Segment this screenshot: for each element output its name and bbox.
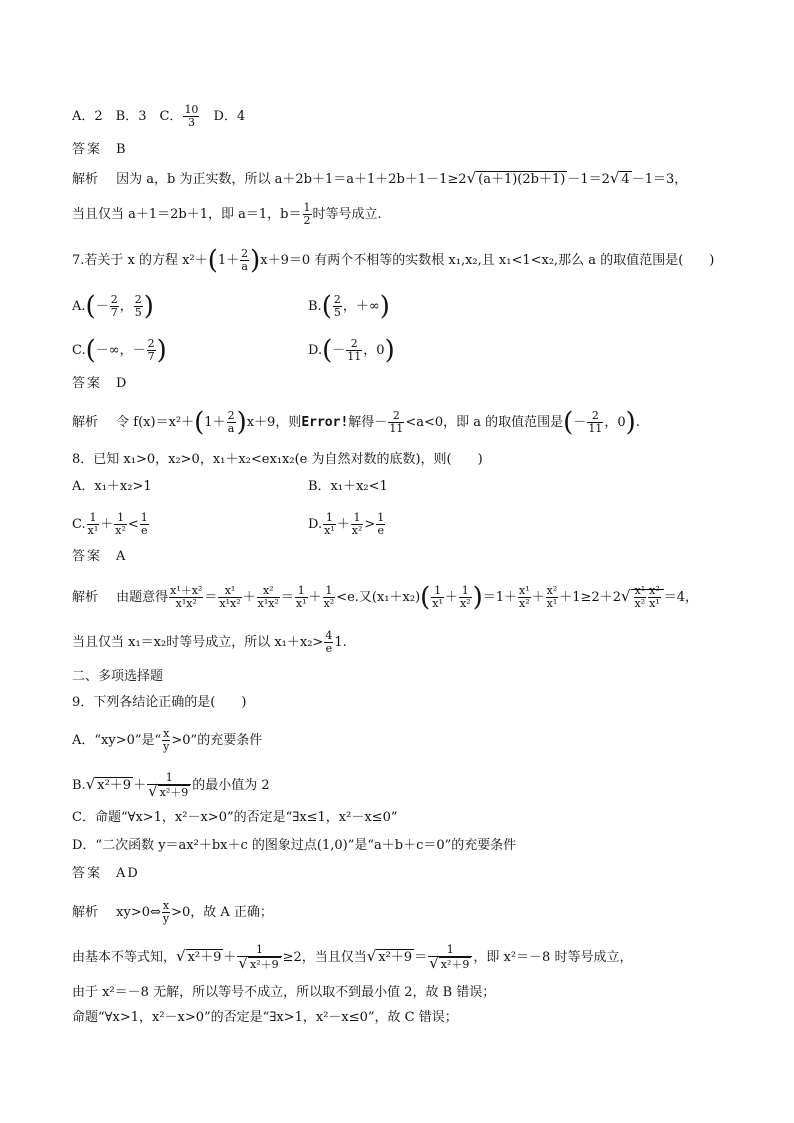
question-7: 7.若关于 x 的方程 x²＋(1＋ $\frac{2}{a}$ )x＋9＝0 有两个不相等的实数根 x₁,x₂,且 x₁<1<x₂,那么 a 的取值范围是( )	[72, 245, 715, 276]
answer-8: 答案 A	[72, 549, 128, 564]
solution-7: 解析 令 f(x)＝x²＋(1＋ $\frac{2}{a}$ )x＋9，则Error!解得－ $\frac{2}{11}$ <a<0，即 a 的取值范围是(－ $\frac{2}{11}$ ，0).	[72, 407, 640, 438]
solution-9-line1: 解析 xy>0⇔ $\frac{x}{y}$ >0，故 A 正确；	[72, 899, 273, 925]
q9-option-b: B.√ x²＋9 ＋ $\frac{1}{\text{√ x²＋9}}$ 的最小值为 2	[72, 771, 270, 800]
q8-option-c: C. $\frac{1}{\text{x¹}}$ ＋ $\frac{1}{\text{x²}}$ < $\frac{1}{e}$	[72, 511, 148, 537]
q9-option-d: D．“二次函数 y＝ax²＋bx＋c 的图象过点(1,0)”是“a＋b＋c＝0”的充要条件	[72, 838, 517, 853]
q7-option-a: A.(－ $\frac{2}{7}$ ， $\frac{2}{5}$ )	[72, 291, 154, 322]
answer-9: 答案 AD	[72, 866, 140, 881]
solution-8-line1: 解析 由题意得 $\frac{\text{x¹＋x²}}{\text{x¹x²}}$ ＝ $\frac{\text{x¹}}{\text{x¹x²}}$ ＋ $\frac{\text{x²}}{\text{x¹x²}}$ ＝ $\frac{1}{\text{x¹}}$ ＋ $\frac{1}{\text{x²}}$ <e.又(x₁＋x₂)( $\frac{1}{\text{x¹}}$ ＋ $\frac{1}{\text{x²}}$ )＝1＋ $\frac{\text{x¹}}{\text{x²}}$ ＋ $\frac{\text{x²}}{\text{x¹}}$ ＋1≥2＋2√ $\frac{\text{x¹}}{\text{x²}}$ $\frac{\text{x²}}{\text{x¹}}$ ＝4，	[72, 582, 699, 613]
answer-6: 答案 B	[72, 142, 128, 157]
solution-6-line1: 解析 因为 a，b 为正实数，所以 a＋2b＋1＝a＋1＋2b＋1－1≥2√ (a＋1)(2b＋1) －1＝2√ 4 －1＝3，	[72, 169, 688, 187]
solution-9-line2: 由基本不等式知，√ x²＋9 ＋ $\frac{1}{\text{√ x²＋9}}$ ≥2，当且仅当√ x²＋9 ＝ $\frac{1}{\text{√ x²＋9}}$ ，即 x²＝－8 时等号成立，	[72, 943, 633, 972]
q8-option-a: A．x₁＋x₂>1	[72, 479, 152, 494]
solution-9-line4: 命题“∀x>1，x²－x>0”的否定是“∃x>1，x²－x≤0”，故 C 错误；	[72, 1010, 458, 1025]
q8-option-b: B．x₁＋x₂<1	[308, 479, 388, 494]
question-9: 9．下列各结论正确的是( )	[72, 695, 247, 710]
q7-option-c: C.(－∞，－ $\frac{2}{7}$ )	[72, 335, 167, 366]
q7-option-b: B.( $\frac{2}{5}$ ，＋∞)	[308, 291, 390, 322]
q6-options: A．2 B．3 C． $\frac{10}{3}$ D．4	[72, 103, 246, 129]
q9-option-a: A．“xy>0”是“ $\frac{x}{y}$ >0”的充要条件	[72, 727, 263, 753]
question-8: 8．已知 x₁>0，x₂>0，x₁＋x₂<ex₁x₂(e 为自然对数的底数)，则( )	[72, 452, 483, 467]
solution-8-line2: 当且仅当 x₁＝x₂时等号成立，所以 x₁＋x₂> $\frac{4}{e}$ 1.	[72, 629, 347, 655]
q7-option-d: D.(－ $\frac{2}{11}$ ，0)	[308, 335, 395, 366]
solution-6-line2: 当且仅当 a＋1＝2b＋1，即 a＝1，b＝ $\frac{1}{2}$ 时等号成立.	[72, 201, 382, 227]
section-heading-multiple-choice: 二、多项选择题	[72, 669, 164, 684]
answer-7: 答案 D	[72, 376, 129, 391]
solution-9-line3: 由于 x²＝－8 无解，所以等号不成立，所以取不到最小值 2，故 B 错误；	[72, 985, 496, 1000]
q9-option-c: C．命题“∀x>1，x²－x>0”的否定是“∃x≤1，x²－x≤0”	[72, 810, 398, 825]
q8-option-d: D. $\frac{1}{\text{x¹}}$ ＋ $\frac{1}{\text{x²}}$ > $\frac{1}{e}$	[308, 511, 385, 537]
